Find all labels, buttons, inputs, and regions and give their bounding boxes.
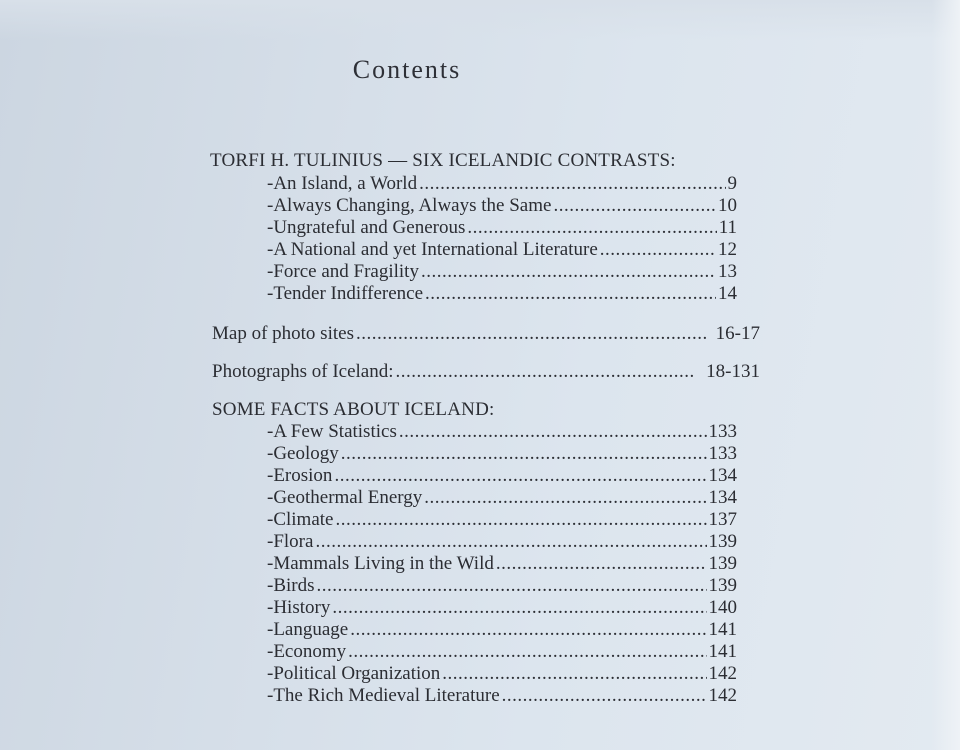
toc-entry-label: -An Island, a World bbox=[267, 173, 418, 194]
toc-entry bbox=[267, 663, 737, 685]
toc-leader-dots bbox=[419, 173, 725, 195]
toc-entry-label: -Economy bbox=[267, 641, 347, 662]
toc-entry bbox=[267, 487, 737, 509]
page-shadow-top bbox=[0, 0, 960, 40]
toc-entry-page: 18-131 bbox=[706, 361, 760, 382]
toc-entry-page: 10 bbox=[718, 195, 737, 216]
toc-leader-dots bbox=[317, 575, 707, 597]
toc-entry bbox=[267, 641, 737, 663]
toc-leader-dots bbox=[356, 323, 706, 345]
toc-entry-label: -Birds bbox=[267, 575, 315, 596]
toc-entry bbox=[267, 173, 737, 195]
toc-leader-dots bbox=[335, 509, 706, 531]
toc-entry-page: 139 bbox=[708, 553, 737, 574]
toc-leader-dots bbox=[334, 465, 706, 487]
toc-entry bbox=[267, 509, 737, 531]
toc-leader-dots bbox=[496, 553, 707, 575]
toc-entry-map bbox=[212, 323, 760, 345]
toc-entry bbox=[267, 531, 737, 553]
toc-entry-page: 9 bbox=[727, 173, 737, 194]
toc-leader-dots bbox=[421, 261, 716, 283]
toc-entry-label: -Always Changing, Always the Same bbox=[267, 195, 552, 216]
toc-entry bbox=[267, 283, 737, 305]
toc-entry-page: 139 bbox=[708, 531, 737, 552]
toc-entry-label: -Force and Fragility bbox=[267, 261, 419, 282]
toc-entry-page: 134 bbox=[708, 487, 737, 508]
toc-entry-page: 139 bbox=[708, 575, 737, 596]
toc-entry-label: -Political Organization bbox=[267, 663, 441, 684]
toc-leader-dots bbox=[425, 283, 716, 305]
toc-entry-page: 11 bbox=[718, 217, 737, 238]
toc-entry bbox=[267, 195, 737, 217]
toc-entry bbox=[267, 261, 737, 283]
toc-entry bbox=[267, 575, 737, 597]
toc-entry-page: 14 bbox=[718, 283, 737, 304]
toc-leader-dots bbox=[332, 597, 706, 619]
toc-leader-dots bbox=[467, 217, 716, 239]
toc-entry bbox=[267, 597, 737, 619]
toc-entry-page: 134 bbox=[708, 465, 737, 486]
toc-leader-dots bbox=[341, 443, 707, 465]
toc-entry-page: 133 bbox=[708, 443, 737, 464]
toc-entry-label: -History bbox=[267, 597, 331, 618]
toc-entry-page: 16-17 bbox=[715, 323, 760, 344]
toc-entry-label: -Erosion bbox=[267, 465, 333, 486]
page-edge-right bbox=[932, 0, 960, 750]
toc-entry-page: 142 bbox=[708, 685, 737, 706]
toc-entry-label: Map of photo sites bbox=[212, 323, 354, 344]
toc-entry bbox=[267, 217, 737, 239]
toc-leader-dots bbox=[348, 641, 706, 663]
toc-entry bbox=[267, 685, 737, 707]
page-title: Contents bbox=[352, 55, 462, 84]
toc-entry bbox=[267, 553, 737, 575]
toc-entry bbox=[267, 239, 737, 261]
toc-entry-label: -Flora bbox=[267, 531, 314, 552]
toc-leader-dots bbox=[442, 663, 706, 685]
toc-entry-label: -Geology bbox=[267, 443, 339, 464]
toc-entry-label: -Language bbox=[267, 619, 349, 640]
toc-leader-dots bbox=[600, 239, 716, 261]
toc-leader-dots bbox=[399, 421, 707, 443]
toc-entry-label: Photographs of Iceland: bbox=[212, 361, 394, 382]
toc-entry-label: -Geothermal Energy bbox=[267, 487, 423, 508]
toc-entry-page: 137 bbox=[708, 509, 737, 530]
toc-leader-dots bbox=[553, 195, 716, 217]
toc-entry-page: 140 bbox=[708, 597, 737, 618]
toc-entry-page: 142 bbox=[708, 663, 737, 684]
toc-entry-page: 133 bbox=[708, 421, 737, 442]
toc-entry bbox=[267, 465, 737, 487]
toc-entry-label: -The Rich Medieval Literature bbox=[267, 685, 500, 706]
toc-entry bbox=[267, 421, 737, 443]
toc-entry-label: -Mammals Living in the Wild bbox=[267, 553, 494, 574]
toc-entry bbox=[267, 619, 737, 641]
toc-entry-label: -Ungrateful and Generous bbox=[267, 217, 466, 238]
toc-entry-photographs bbox=[212, 361, 760, 383]
toc-entry-page: 141 bbox=[708, 641, 737, 662]
toc-entry-label: -A Few Statistics bbox=[267, 421, 397, 442]
toc-leader-dots bbox=[350, 619, 706, 641]
toc-leader-dots bbox=[315, 531, 706, 553]
toc-entry-label: -Climate bbox=[267, 509, 334, 530]
toc-leader-dots bbox=[502, 685, 707, 707]
toc-entry-label: -Tender Indifference bbox=[267, 283, 424, 304]
toc-entry-page: 13 bbox=[718, 261, 737, 282]
section-heading-facts: SOME FACTS ABOUT ICELAND: bbox=[212, 399, 495, 420]
toc-entry-page: 141 bbox=[708, 619, 737, 640]
toc-entry-label: -A National and yet International Literature bbox=[267, 239, 598, 260]
toc-entry-page: 12 bbox=[718, 239, 737, 260]
toc-leader-dots bbox=[424, 487, 706, 509]
toc-leader-dots bbox=[396, 361, 697, 383]
section-heading-six-contrasts: TORFI H. TULINIUS — SIX ICELANDIC CONTRASTS: bbox=[210, 150, 676, 171]
toc-entry bbox=[267, 443, 737, 465]
